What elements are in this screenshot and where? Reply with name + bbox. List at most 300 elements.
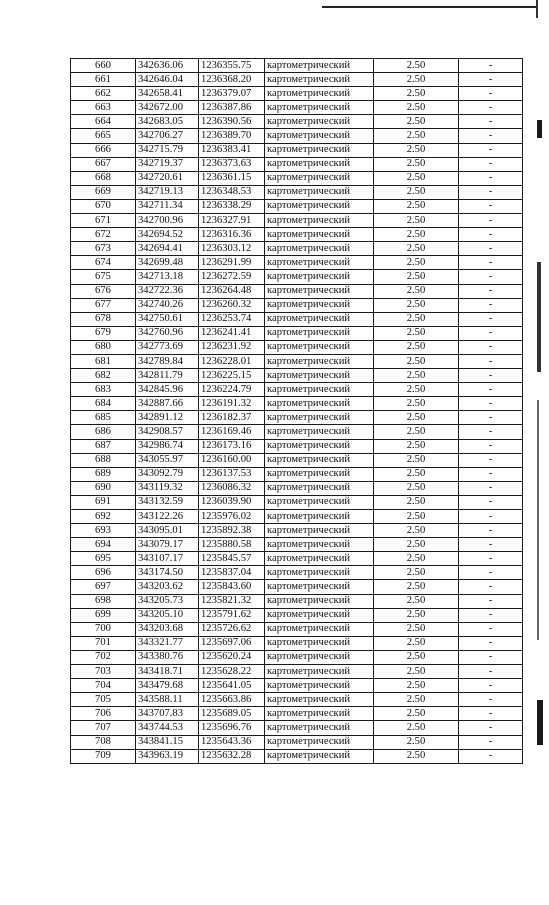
method-cell: картометрический bbox=[265, 228, 374, 242]
table-row bbox=[71, 115, 523, 129]
table-row bbox=[71, 510, 523, 524]
table-row bbox=[71, 524, 523, 538]
note-cell: - bbox=[459, 510, 523, 524]
method-cell: картометрический bbox=[265, 270, 374, 284]
precision-cell: 2.50 bbox=[374, 326, 459, 340]
y-coordinate-cell: 1236373.63 bbox=[199, 157, 265, 171]
x-coordinate-cell: 342715.79 bbox=[136, 143, 199, 157]
note-cell: - bbox=[459, 453, 523, 467]
point-number-cell: 701 bbox=[71, 636, 136, 650]
table-row bbox=[71, 87, 523, 101]
method-cell: картометрический bbox=[265, 171, 374, 185]
table-row bbox=[71, 580, 523, 594]
table-row bbox=[71, 298, 523, 312]
y-coordinate-cell: 1236039.90 bbox=[199, 495, 265, 509]
x-coordinate-cell: 342658.41 bbox=[136, 87, 199, 101]
method-cell: картометрический bbox=[265, 185, 374, 199]
table-row bbox=[71, 679, 523, 693]
precision-cell: 2.50 bbox=[374, 59, 459, 73]
x-coordinate-cell: 343380.76 bbox=[136, 650, 199, 664]
method-cell: картометрический bbox=[265, 481, 374, 495]
y-coordinate-cell: 1236390.56 bbox=[199, 115, 265, 129]
y-coordinate-cell: 1235641.05 bbox=[199, 679, 265, 693]
precision-cell: 2.50 bbox=[374, 171, 459, 185]
point-number-cell: 698 bbox=[71, 594, 136, 608]
precision-cell: 2.50 bbox=[374, 453, 459, 467]
x-coordinate-cell: 343479.68 bbox=[136, 679, 199, 693]
table-row bbox=[71, 157, 523, 171]
x-coordinate-cell: 342760.96 bbox=[136, 326, 199, 340]
table-row bbox=[71, 650, 523, 664]
table-row bbox=[71, 665, 523, 679]
precision-cell: 2.50 bbox=[374, 665, 459, 679]
note-cell: - bbox=[459, 340, 523, 354]
precision-cell: 2.50 bbox=[374, 73, 459, 87]
point-number-cell: 668 bbox=[71, 171, 136, 185]
precision-cell: 2.50 bbox=[374, 749, 459, 763]
method-cell: картометрический bbox=[265, 510, 374, 524]
note-cell: - bbox=[459, 256, 523, 270]
note-cell: - bbox=[459, 439, 523, 453]
precision-cell: 2.50 bbox=[374, 157, 459, 171]
point-number-cell: 670 bbox=[71, 199, 136, 213]
y-coordinate-cell: 1235726.62 bbox=[199, 622, 265, 636]
method-cell: картометрический bbox=[265, 650, 374, 664]
y-coordinate-cell: 1236303.12 bbox=[199, 242, 265, 256]
x-coordinate-cell: 342811.79 bbox=[136, 369, 199, 383]
point-number-cell: 681 bbox=[71, 354, 136, 368]
note-cell: - bbox=[459, 481, 523, 495]
note-cell: - bbox=[459, 594, 523, 608]
note-cell: - bbox=[459, 411, 523, 425]
y-coordinate-cell: 1235843.60 bbox=[199, 580, 265, 594]
point-number-cell: 682 bbox=[71, 369, 136, 383]
note-cell: - bbox=[459, 242, 523, 256]
note-cell: - bbox=[459, 636, 523, 650]
precision-cell: 2.50 bbox=[374, 467, 459, 481]
method-cell: картометрический bbox=[265, 524, 374, 538]
note-cell: - bbox=[459, 735, 523, 749]
method-cell: картометрический bbox=[265, 467, 374, 481]
note-cell: - bbox=[459, 101, 523, 115]
method-cell: картометрический bbox=[265, 608, 374, 622]
point-number-cell: 697 bbox=[71, 580, 136, 594]
y-coordinate-cell: 1236260.32 bbox=[199, 298, 265, 312]
y-coordinate-cell: 1235845.57 bbox=[199, 552, 265, 566]
x-coordinate-cell: 343205.73 bbox=[136, 594, 199, 608]
precision-cell: 2.50 bbox=[374, 721, 459, 735]
note-cell: - bbox=[459, 566, 523, 580]
table-row bbox=[71, 552, 523, 566]
method-cell: картометрический bbox=[265, 411, 374, 425]
precision-cell: 2.50 bbox=[374, 524, 459, 538]
precision-cell: 2.50 bbox=[374, 199, 459, 213]
method-cell: картометрический bbox=[265, 312, 374, 326]
note-cell: - bbox=[459, 369, 523, 383]
precision-cell: 2.50 bbox=[374, 735, 459, 749]
x-coordinate-cell: 342646.04 bbox=[136, 73, 199, 87]
method-cell: картометрический bbox=[265, 636, 374, 650]
x-coordinate-cell: 343841.15 bbox=[136, 735, 199, 749]
note-cell: - bbox=[459, 59, 523, 73]
method-cell: картометрический bbox=[265, 665, 374, 679]
point-number-cell: 691 bbox=[71, 495, 136, 509]
point-number-cell: 687 bbox=[71, 439, 136, 453]
point-number-cell: 684 bbox=[71, 397, 136, 411]
note-cell: - bbox=[459, 622, 523, 636]
table-row bbox=[71, 73, 523, 87]
point-number-cell: 699 bbox=[71, 608, 136, 622]
note-cell: - bbox=[459, 185, 523, 199]
table-row bbox=[71, 228, 523, 242]
y-coordinate-cell: 1235663.86 bbox=[199, 693, 265, 707]
scan-edge-mark bbox=[537, 400, 539, 640]
precision-cell: 2.50 bbox=[374, 129, 459, 143]
table-row bbox=[71, 735, 523, 749]
method-cell: картометрический bbox=[265, 298, 374, 312]
note-cell: - bbox=[459, 679, 523, 693]
x-coordinate-cell: 343119.32 bbox=[136, 481, 199, 495]
y-coordinate-cell: 1236241.41 bbox=[199, 326, 265, 340]
precision-cell: 2.50 bbox=[374, 354, 459, 368]
y-coordinate-cell: 1236160.00 bbox=[199, 453, 265, 467]
precision-cell: 2.50 bbox=[374, 369, 459, 383]
method-cell: картометрический bbox=[265, 721, 374, 735]
table-row bbox=[71, 256, 523, 270]
note-cell: - bbox=[459, 298, 523, 312]
table-row bbox=[71, 270, 523, 284]
table-row bbox=[71, 594, 523, 608]
y-coordinate-cell: 1235620.24 bbox=[199, 650, 265, 664]
precision-cell: 2.50 bbox=[374, 256, 459, 270]
table-row bbox=[71, 326, 523, 340]
precision-cell: 2.50 bbox=[374, 707, 459, 721]
method-cell: картометрический bbox=[265, 242, 374, 256]
x-coordinate-cell: 343055.97 bbox=[136, 453, 199, 467]
note-cell: - bbox=[459, 608, 523, 622]
method-cell: картометрический bbox=[265, 383, 374, 397]
method-cell: картометрический bbox=[265, 552, 374, 566]
note-cell: - bbox=[459, 650, 523, 664]
precision-cell: 2.50 bbox=[374, 115, 459, 129]
y-coordinate-cell: 1236191.32 bbox=[199, 397, 265, 411]
note-cell: - bbox=[459, 284, 523, 298]
method-cell: картометрический bbox=[265, 707, 374, 721]
method-cell: картометрический bbox=[265, 538, 374, 552]
y-coordinate-cell: 1236387.86 bbox=[199, 101, 265, 115]
scan-top-border-line bbox=[322, 6, 536, 8]
table-row bbox=[71, 171, 523, 185]
point-number-cell: 709 bbox=[71, 749, 136, 763]
point-number-cell: 696 bbox=[71, 566, 136, 580]
x-coordinate-cell: 343079.17 bbox=[136, 538, 199, 552]
table-row bbox=[71, 481, 523, 495]
method-cell: картометрический bbox=[265, 622, 374, 636]
note-cell: - bbox=[459, 129, 523, 143]
point-number-cell: 680 bbox=[71, 340, 136, 354]
y-coordinate-cell: 1236361.15 bbox=[199, 171, 265, 185]
note-cell: - bbox=[459, 552, 523, 566]
x-coordinate-cell: 343203.68 bbox=[136, 622, 199, 636]
method-cell: картометрический bbox=[265, 580, 374, 594]
y-coordinate-cell: 1236327.91 bbox=[199, 214, 265, 228]
note-cell: - bbox=[459, 397, 523, 411]
precision-cell: 2.50 bbox=[374, 270, 459, 284]
precision-cell: 2.50 bbox=[374, 636, 459, 650]
point-number-cell: 705 bbox=[71, 693, 136, 707]
y-coordinate-cell: 1236169.46 bbox=[199, 425, 265, 439]
precision-cell: 2.50 bbox=[374, 481, 459, 495]
table-row bbox=[71, 383, 523, 397]
note-cell: - bbox=[459, 326, 523, 340]
note-cell: - bbox=[459, 143, 523, 157]
table-row bbox=[71, 439, 523, 453]
y-coordinate-cell: 1235632.28 bbox=[199, 749, 265, 763]
precision-cell: 2.50 bbox=[374, 439, 459, 453]
table-row bbox=[71, 59, 523, 73]
point-number-cell: 707 bbox=[71, 721, 136, 735]
point-number-cell: 672 bbox=[71, 228, 136, 242]
table-row bbox=[71, 566, 523, 580]
precision-cell: 2.50 bbox=[374, 693, 459, 707]
precision-cell: 2.50 bbox=[374, 538, 459, 552]
note-cell: - bbox=[459, 665, 523, 679]
x-coordinate-cell: 342722.36 bbox=[136, 284, 199, 298]
note-cell: - bbox=[459, 73, 523, 87]
x-coordinate-cell: 342986.74 bbox=[136, 439, 199, 453]
method-cell: картометрический bbox=[265, 214, 374, 228]
y-coordinate-cell: 1235837.04 bbox=[199, 566, 265, 580]
y-coordinate-cell: 1236137.53 bbox=[199, 467, 265, 481]
note-cell: - bbox=[459, 270, 523, 284]
precision-cell: 2.50 bbox=[374, 411, 459, 425]
x-coordinate-cell: 342694.52 bbox=[136, 228, 199, 242]
note-cell: - bbox=[459, 115, 523, 129]
precision-cell: 2.50 bbox=[374, 566, 459, 580]
precision-cell: 2.50 bbox=[374, 608, 459, 622]
x-coordinate-cell: 343203.62 bbox=[136, 580, 199, 594]
method-cell: картометрический bbox=[265, 495, 374, 509]
table-row bbox=[71, 242, 523, 256]
table-row bbox=[71, 284, 523, 298]
method-cell: картометрический bbox=[265, 284, 374, 298]
note-cell: - bbox=[459, 538, 523, 552]
table-row bbox=[71, 143, 523, 157]
scan-edge-mark bbox=[537, 700, 543, 745]
point-number-cell: 686 bbox=[71, 425, 136, 439]
point-number-cell: 660 bbox=[71, 59, 136, 73]
x-coordinate-cell: 342887.66 bbox=[136, 397, 199, 411]
x-coordinate-cell: 342699.48 bbox=[136, 256, 199, 270]
table-row bbox=[71, 622, 523, 636]
precision-cell: 2.50 bbox=[374, 242, 459, 256]
x-coordinate-cell: 343418.71 bbox=[136, 665, 199, 679]
point-number-cell: 702 bbox=[71, 650, 136, 664]
x-coordinate-cell: 342719.13 bbox=[136, 185, 199, 199]
point-number-cell: 690 bbox=[71, 481, 136, 495]
point-number-cell: 664 bbox=[71, 115, 136, 129]
y-coordinate-cell: 1235821.32 bbox=[199, 594, 265, 608]
point-number-cell: 695 bbox=[71, 552, 136, 566]
table-row bbox=[71, 693, 523, 707]
x-coordinate-cell: 342740.26 bbox=[136, 298, 199, 312]
x-coordinate-cell: 342700.96 bbox=[136, 214, 199, 228]
note-cell: - bbox=[459, 171, 523, 185]
method-cell: картометрический bbox=[265, 87, 374, 101]
x-coordinate-cell: 343321.77 bbox=[136, 636, 199, 650]
y-coordinate-cell: 1235976.02 bbox=[199, 510, 265, 524]
point-number-cell: 685 bbox=[71, 411, 136, 425]
point-number-cell: 676 bbox=[71, 284, 136, 298]
table-row bbox=[71, 608, 523, 622]
coordinates-table-body bbox=[71, 59, 523, 764]
x-coordinate-cell: 343107.17 bbox=[136, 552, 199, 566]
point-number-cell: 677 bbox=[71, 298, 136, 312]
note-cell: - bbox=[459, 524, 523, 538]
method-cell: картометрический bbox=[265, 199, 374, 213]
table-row bbox=[71, 101, 523, 115]
x-coordinate-cell: 342719.37 bbox=[136, 157, 199, 171]
y-coordinate-cell: 1235892.38 bbox=[199, 524, 265, 538]
y-coordinate-cell: 1236338.29 bbox=[199, 199, 265, 213]
precision-cell: 2.50 bbox=[374, 650, 459, 664]
x-coordinate-cell: 343707.83 bbox=[136, 707, 199, 721]
y-coordinate-cell: 1235689.05 bbox=[199, 707, 265, 721]
table-row bbox=[71, 707, 523, 721]
table-row bbox=[71, 340, 523, 354]
x-coordinate-cell: 343092.79 bbox=[136, 467, 199, 481]
x-coordinate-cell: 342706.27 bbox=[136, 129, 199, 143]
x-coordinate-cell: 342773.69 bbox=[136, 340, 199, 354]
method-cell: картометрический bbox=[265, 129, 374, 143]
table-row bbox=[71, 453, 523, 467]
point-number-cell: 679 bbox=[71, 326, 136, 340]
method-cell: картометрический bbox=[265, 101, 374, 115]
point-number-cell: 662 bbox=[71, 87, 136, 101]
precision-cell: 2.50 bbox=[374, 622, 459, 636]
point-number-cell: 689 bbox=[71, 467, 136, 481]
x-coordinate-cell: 342891.12 bbox=[136, 411, 199, 425]
table-row bbox=[71, 214, 523, 228]
point-number-cell: 675 bbox=[71, 270, 136, 284]
precision-cell: 2.50 bbox=[374, 228, 459, 242]
method-cell: картометрический bbox=[265, 693, 374, 707]
x-coordinate-cell: 342713.18 bbox=[136, 270, 199, 284]
y-coordinate-cell: 1236225.15 bbox=[199, 369, 265, 383]
precision-cell: 2.50 bbox=[374, 312, 459, 326]
method-cell: картометрический bbox=[265, 157, 374, 171]
table-row bbox=[71, 467, 523, 481]
point-number-cell: 667 bbox=[71, 157, 136, 171]
scan-edge-mark bbox=[537, 262, 541, 372]
note-cell: - bbox=[459, 721, 523, 735]
y-coordinate-cell: 1236231.92 bbox=[199, 340, 265, 354]
method-cell: картометрический bbox=[265, 594, 374, 608]
point-number-cell: 688 bbox=[71, 453, 136, 467]
precision-cell: 2.50 bbox=[374, 340, 459, 354]
note-cell: - bbox=[459, 157, 523, 171]
precision-cell: 2.50 bbox=[374, 185, 459, 199]
y-coordinate-cell: 1235697.06 bbox=[199, 636, 265, 650]
table-row bbox=[71, 495, 523, 509]
y-coordinate-cell: 1236291.99 bbox=[199, 256, 265, 270]
precision-cell: 2.50 bbox=[374, 87, 459, 101]
method-cell: картометрический bbox=[265, 439, 374, 453]
point-number-cell: 706 bbox=[71, 707, 136, 721]
point-number-cell: 692 bbox=[71, 510, 136, 524]
precision-cell: 2.50 bbox=[374, 552, 459, 566]
method-cell: картометрический bbox=[265, 749, 374, 763]
method-cell: картометрический bbox=[265, 59, 374, 73]
precision-cell: 2.50 bbox=[374, 284, 459, 298]
y-coordinate-cell: 1236355.75 bbox=[199, 59, 265, 73]
y-coordinate-cell: 1236086.32 bbox=[199, 481, 265, 495]
point-number-cell: 661 bbox=[71, 73, 136, 87]
note-cell: - bbox=[459, 580, 523, 594]
x-coordinate-cell: 343132.59 bbox=[136, 495, 199, 509]
y-coordinate-cell: 1236264.48 bbox=[199, 284, 265, 298]
method-cell: картометрический bbox=[265, 326, 374, 340]
x-coordinate-cell: 343963.19 bbox=[136, 749, 199, 763]
x-coordinate-cell: 342789.84 bbox=[136, 354, 199, 368]
note-cell: - bbox=[459, 354, 523, 368]
point-number-cell: 665 bbox=[71, 129, 136, 143]
y-coordinate-cell: 1236383.41 bbox=[199, 143, 265, 157]
point-number-cell: 674 bbox=[71, 256, 136, 270]
method-cell: картометрический bbox=[265, 397, 374, 411]
table-row bbox=[71, 538, 523, 552]
coordinates-table bbox=[70, 58, 523, 764]
note-cell: - bbox=[459, 383, 523, 397]
y-coordinate-cell: 1235880.58 bbox=[199, 538, 265, 552]
precision-cell: 2.50 bbox=[374, 214, 459, 228]
table-row bbox=[71, 185, 523, 199]
method-cell: картометрический bbox=[265, 679, 374, 693]
y-coordinate-cell: 1236389.70 bbox=[199, 129, 265, 143]
x-coordinate-cell: 342683.05 bbox=[136, 115, 199, 129]
precision-cell: 2.50 bbox=[374, 580, 459, 594]
precision-cell: 2.50 bbox=[374, 143, 459, 157]
table-row bbox=[71, 411, 523, 425]
precision-cell: 2.50 bbox=[374, 425, 459, 439]
x-coordinate-cell: 343095.01 bbox=[136, 524, 199, 538]
method-cell: картометрический bbox=[265, 73, 374, 87]
note-cell: - bbox=[459, 693, 523, 707]
table-row bbox=[71, 129, 523, 143]
y-coordinate-cell: 1236228.01 bbox=[199, 354, 265, 368]
x-coordinate-cell: 343174.50 bbox=[136, 566, 199, 580]
y-coordinate-cell: 1236379.07 bbox=[199, 87, 265, 101]
point-number-cell: 708 bbox=[71, 735, 136, 749]
table-row bbox=[71, 636, 523, 650]
method-cell: картометрический bbox=[265, 735, 374, 749]
x-coordinate-cell: 343588.11 bbox=[136, 693, 199, 707]
y-coordinate-cell: 1235628.22 bbox=[199, 665, 265, 679]
precision-cell: 2.50 bbox=[374, 679, 459, 693]
table-row bbox=[71, 425, 523, 439]
precision-cell: 2.50 bbox=[374, 594, 459, 608]
x-coordinate-cell: 342694.41 bbox=[136, 242, 199, 256]
x-coordinate-cell: 343744.53 bbox=[136, 721, 199, 735]
precision-cell: 2.50 bbox=[374, 383, 459, 397]
method-cell: картометрический bbox=[265, 425, 374, 439]
point-number-cell: 700 bbox=[71, 622, 136, 636]
x-coordinate-cell: 342672.00 bbox=[136, 101, 199, 115]
y-coordinate-cell: 1235791.62 bbox=[199, 608, 265, 622]
table-row bbox=[71, 721, 523, 735]
x-coordinate-cell: 342711.34 bbox=[136, 199, 199, 213]
table-row bbox=[71, 354, 523, 368]
